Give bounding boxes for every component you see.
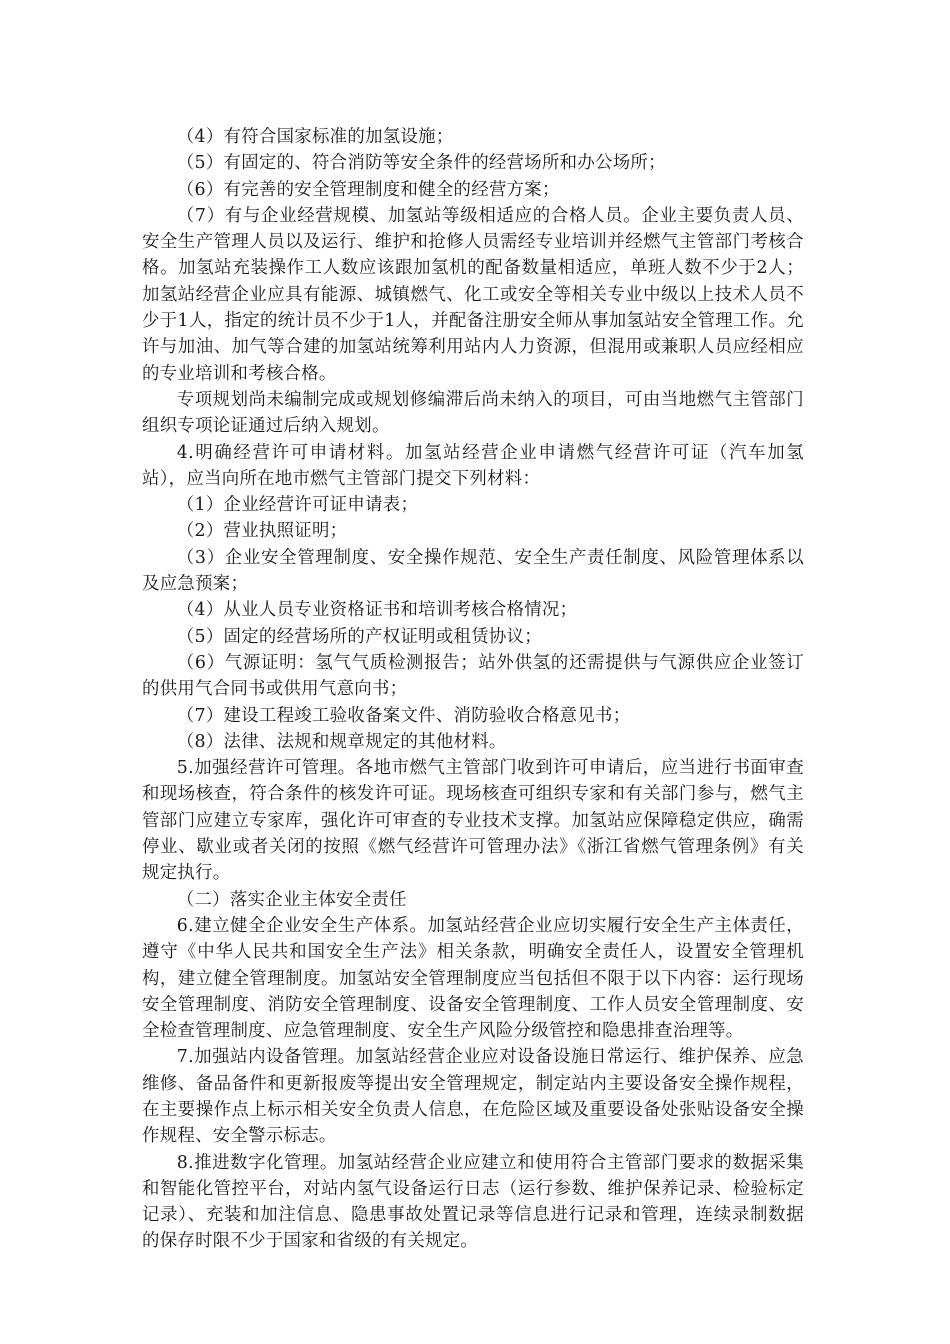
paragraph-material-8: （8）法律、法规和规章规定的其他材料。	[176, 731, 507, 752]
paragraph-material-4: （4）从业人员专业资格证书和培训考核合格情况；	[176, 600, 578, 621]
paragraph-section-4: 4.明确经营许可申请材料。加氢站经营企业申请燃气经营许可证（汽车加氢站），应当向所在地市燃气主管部门提交下列材料：	[142, 442, 804, 489]
paragraph-material-5: （5）固定的经营场所的产权证明或租赁协议；	[176, 626, 542, 647]
paragraph-item-5: （5）有固定的、符合消防等安全条件的经营场所和办公场所；	[176, 153, 666, 174]
paragraph-section-6: 6.建立健全企业安全生产体系。加氢站经营企业应切实履行安全生产主体责任，遵守《中华人民共和国安全生产法》相关条款，明确安全责任人，设置安全管理机构，建立健全管理制度。加氢站安全管理制度应当包括但不限于以下内容：运行现场安全管理制度、消防安全管理制度、设备安全管理制度、工作人员安全管理制度、安全检查管理制度、应急管理制度、安全生产风险分级管控和隐患排查治理等。	[142, 915, 804, 1042]
paragraph-material-2: （2）营业执照证明；	[176, 521, 348, 542]
paragraph-section-5: 5.加强经营许可管理。各地市燃气主管部门收到许可申请后，应当进行书面审查和现场核查，符合条件的核发许可证。现场核查可组织专家和有关部门参与，燃气主管部门应建立专家库，强化许可审查的专业技术支撑。加氢站应保障稳定供应，确需停业、歇业或者关闭的按照《燃气经营许可管理办法》《浙江省燃气管理条例》有关规定执行。	[142, 758, 804, 884]
paragraph-material-1: （1）企业经营许可证申请表；	[176, 495, 419, 516]
paragraph-item-6: （6）有完善的安全管理制度和健全的经营方案；	[176, 179, 560, 200]
paragraph-section-7: 7.加强站内设备管理。加氢站经营企业应对设备设施日常运行、维护保养、应急维修、备品备件和更新报废等提出安全管理规定，制定站内主要设备安全操作规程，在主要操作点上标示相关安全负责人信息，在危险区域及重要设备处张贴设备安全操作规程、安全警示标志。	[142, 1047, 804, 1147]
paragraph-item-7: （7）有与企业经营规模、加氢站等级相适应的合格人员。企业主要负责人员、安全生产管理人员以及运行、维护和抢修人员需经专业培训并经燃气主管部门考核合格。加氢站充装操作工人数应该跟加氢机的配备数量相适应，单班人数不少于2人；加氢站经营企业应具有能源、城镇燃气、化工或安全等相关专业中级以上技术人员不少于1人，指定的统计员不少于1人，并配备注册安全师从事加氢站安全管理工作。允许与加油、加气等合建的加氢站统筹利用站内人力资源，但混用或兼职人员应经相应的专业培训和考核合格。	[142, 205, 804, 384]
paragraph-item-4: （4）有符合国家标准的加氢设施；	[176, 127, 454, 147]
paragraph-material-7: （7）建设工程竣工验收备案文件、消防验收合格意见书；	[176, 705, 631, 726]
document-body	[142, 124, 804, 1255]
paragraph-special-plan: 专项规划尚未编制完成或规划修编滞后尚未纳入的项目，可由当地燃气主管部门组织专项论证通过后纳入规划。	[142, 389, 804, 437]
section-heading-2: （二）落实企业主体安全责任	[176, 889, 407, 910]
paragraph-section-8: 8.推进数字化管理。加氢站经营企业应建立和使用符合主管部门要求的数据采集和智能化管控平台，对站内氢气设备运行日志（运行参数、维护保养记录、检验标定记录）、充装和加注信息、隐患事故处置记录等信息进行记录和管理，连续录制数据的保存时限不少于国家和省级的有关规定。	[142, 1152, 804, 1252]
paragraph-material-3: （3）企业安全管理制度、安全操作规范、安全生产责任制度、风险管理体系以及应急预案；	[142, 547, 804, 595]
paragraph-material-6: （6）气源证明：氢气气质检测报告；站外供氢的还需提供与气源供应企业签订的供用气合同书或供用气意向书；	[142, 652, 804, 700]
